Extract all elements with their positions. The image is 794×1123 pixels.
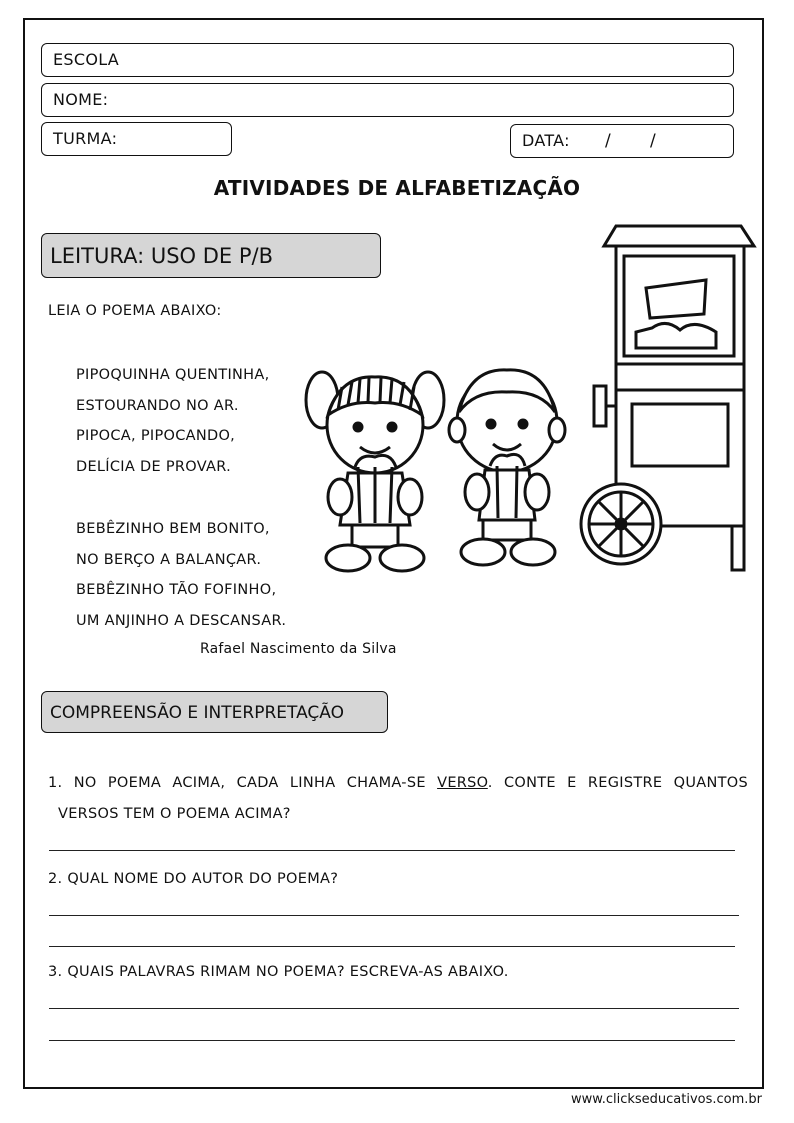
school-field[interactable] <box>41 43 734 77</box>
girl-popcorn-illustration <box>300 355 450 580</box>
school-label: ESCOLA <box>53 50 120 69</box>
answer-line[interactable] <box>49 1008 739 1009</box>
date-label: DATA: <box>522 131 570 150</box>
footer-url: www.clickseducativos.com.br <box>570 1092 762 1107</box>
question-1-text-end: . CONTE E REGISTRE QUANTOS <box>487 775 748 791</box>
question-1 <box>48 775 748 791</box>
poem-line: DELÍCIA DE PROVAR. <box>76 459 232 475</box>
answer-line[interactable] <box>49 915 739 916</box>
page-title: ATIVIDADES DE ALFABETIZAÇÃO <box>213 176 581 200</box>
question-1-text: 1. NO POEMA ACIMA, CADA LINHA CHAMA-SE <box>48 775 438 791</box>
boy-popcorn-illustration <box>445 360 570 575</box>
question-2: 2. QUAL NOME DO AUTOR DO POEMA? <box>48 871 339 887</box>
date-separator: / <box>605 131 612 151</box>
reading-section-header: LEITURA: USO DE P/B <box>41 233 381 278</box>
name-field[interactable] <box>41 83 734 117</box>
popcorn-cart-illustration <box>576 218 762 590</box>
question-1-continuation: VERSOS TEM O POEMA ACIMA? <box>58 806 291 822</box>
reading-instruction: LEIA O POEMA ABAIXO: <box>48 303 222 319</box>
class-field[interactable] <box>41 122 232 156</box>
poem-line: BEBÊZINHO TÃO FOFINHO, <box>76 582 277 598</box>
name-label: NOME: <box>53 90 109 109</box>
answer-line[interactable] <box>49 1040 735 1041</box>
question-3: 3. QUAIS PALAVRAS RIMAM NO POEMA? ESCREVA-AS ABAIXO. <box>48 964 509 980</box>
poem-line: PIPOCA, PIPOCANDO, <box>76 428 236 444</box>
answer-line[interactable] <box>49 946 735 947</box>
poem-line: PIPOQUINHA QUENTINHA, <box>76 367 270 383</box>
poem-author: Rafael Nascimento da Silva <box>200 641 397 657</box>
poem-line: NO BERÇO A BALANÇAR. <box>76 552 262 568</box>
date-separator: / <box>650 131 657 151</box>
comprehension-section-header: COMPREENSÃO E INTERPRETAÇÃO <box>41 691 388 733</box>
poem-line: UM ANJINHO A DESCANSAR. <box>76 613 287 629</box>
date-field[interactable] <box>510 124 734 158</box>
question-1-keyword: VERSO <box>437 775 488 791</box>
answer-line[interactable] <box>49 850 735 851</box>
poem-line: ESTOURANDO NO AR. <box>76 398 239 414</box>
class-label: TURMA: <box>53 129 118 148</box>
poem-line: BEBÊZINHO BEM BONITO, <box>76 521 270 537</box>
